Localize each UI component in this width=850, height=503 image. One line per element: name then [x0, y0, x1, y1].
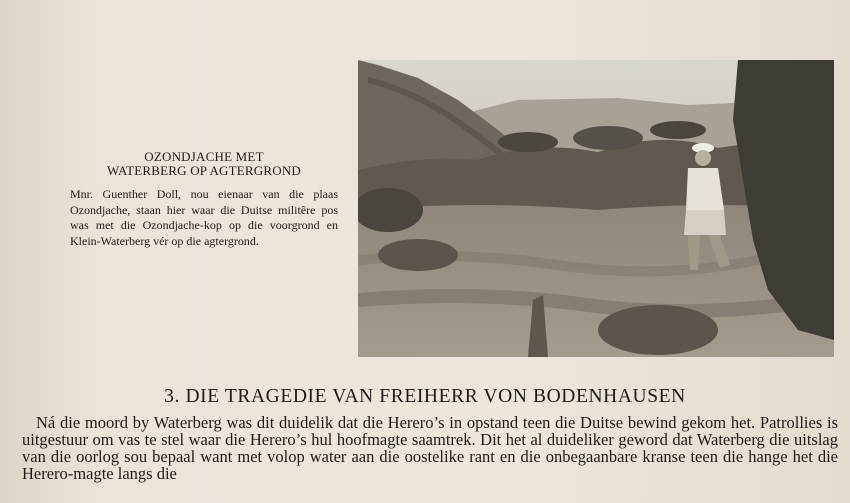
landscape-photo: [358, 60, 834, 357]
photo-caption: [70, 150, 338, 249]
caption-body: Mnr. Guenther Doll, nou eienaar van die plaas Ozondjache, staan hier waar die Duitse militêre pos was met die Ozondjache-kop op die voorgrond en Klein-Waterberg vér op die agtergrond.: [70, 187, 338, 248]
section-paragraph: Ná die moord by Waterberg was dit duidelik dat die Herero’s in opstand teen die Duitse bewind gekom het. Patrollies is uitgestuur om vas te stel waar die Herero’s hul hoofmagte saamtrek. Dit het al duideliker geword dat Waterberg die uitslag van die oorlog sou bepaal want met volop water aan die oostelike rant en die onbegaanbare kranse teen die hange het die Herero-magte langs die: [22, 413, 838, 483]
caption-title-line-1: OZONDJACHE MET: [144, 149, 264, 164]
caption-title: [70, 150, 338, 178]
caption-title-line-2: WATERBERG OP AGTERGROND: [106, 163, 302, 178]
section-heading: 3. DIE TRAGEDIE VAN FREIHERR VON BODENHAUSEN: [164, 386, 686, 407]
